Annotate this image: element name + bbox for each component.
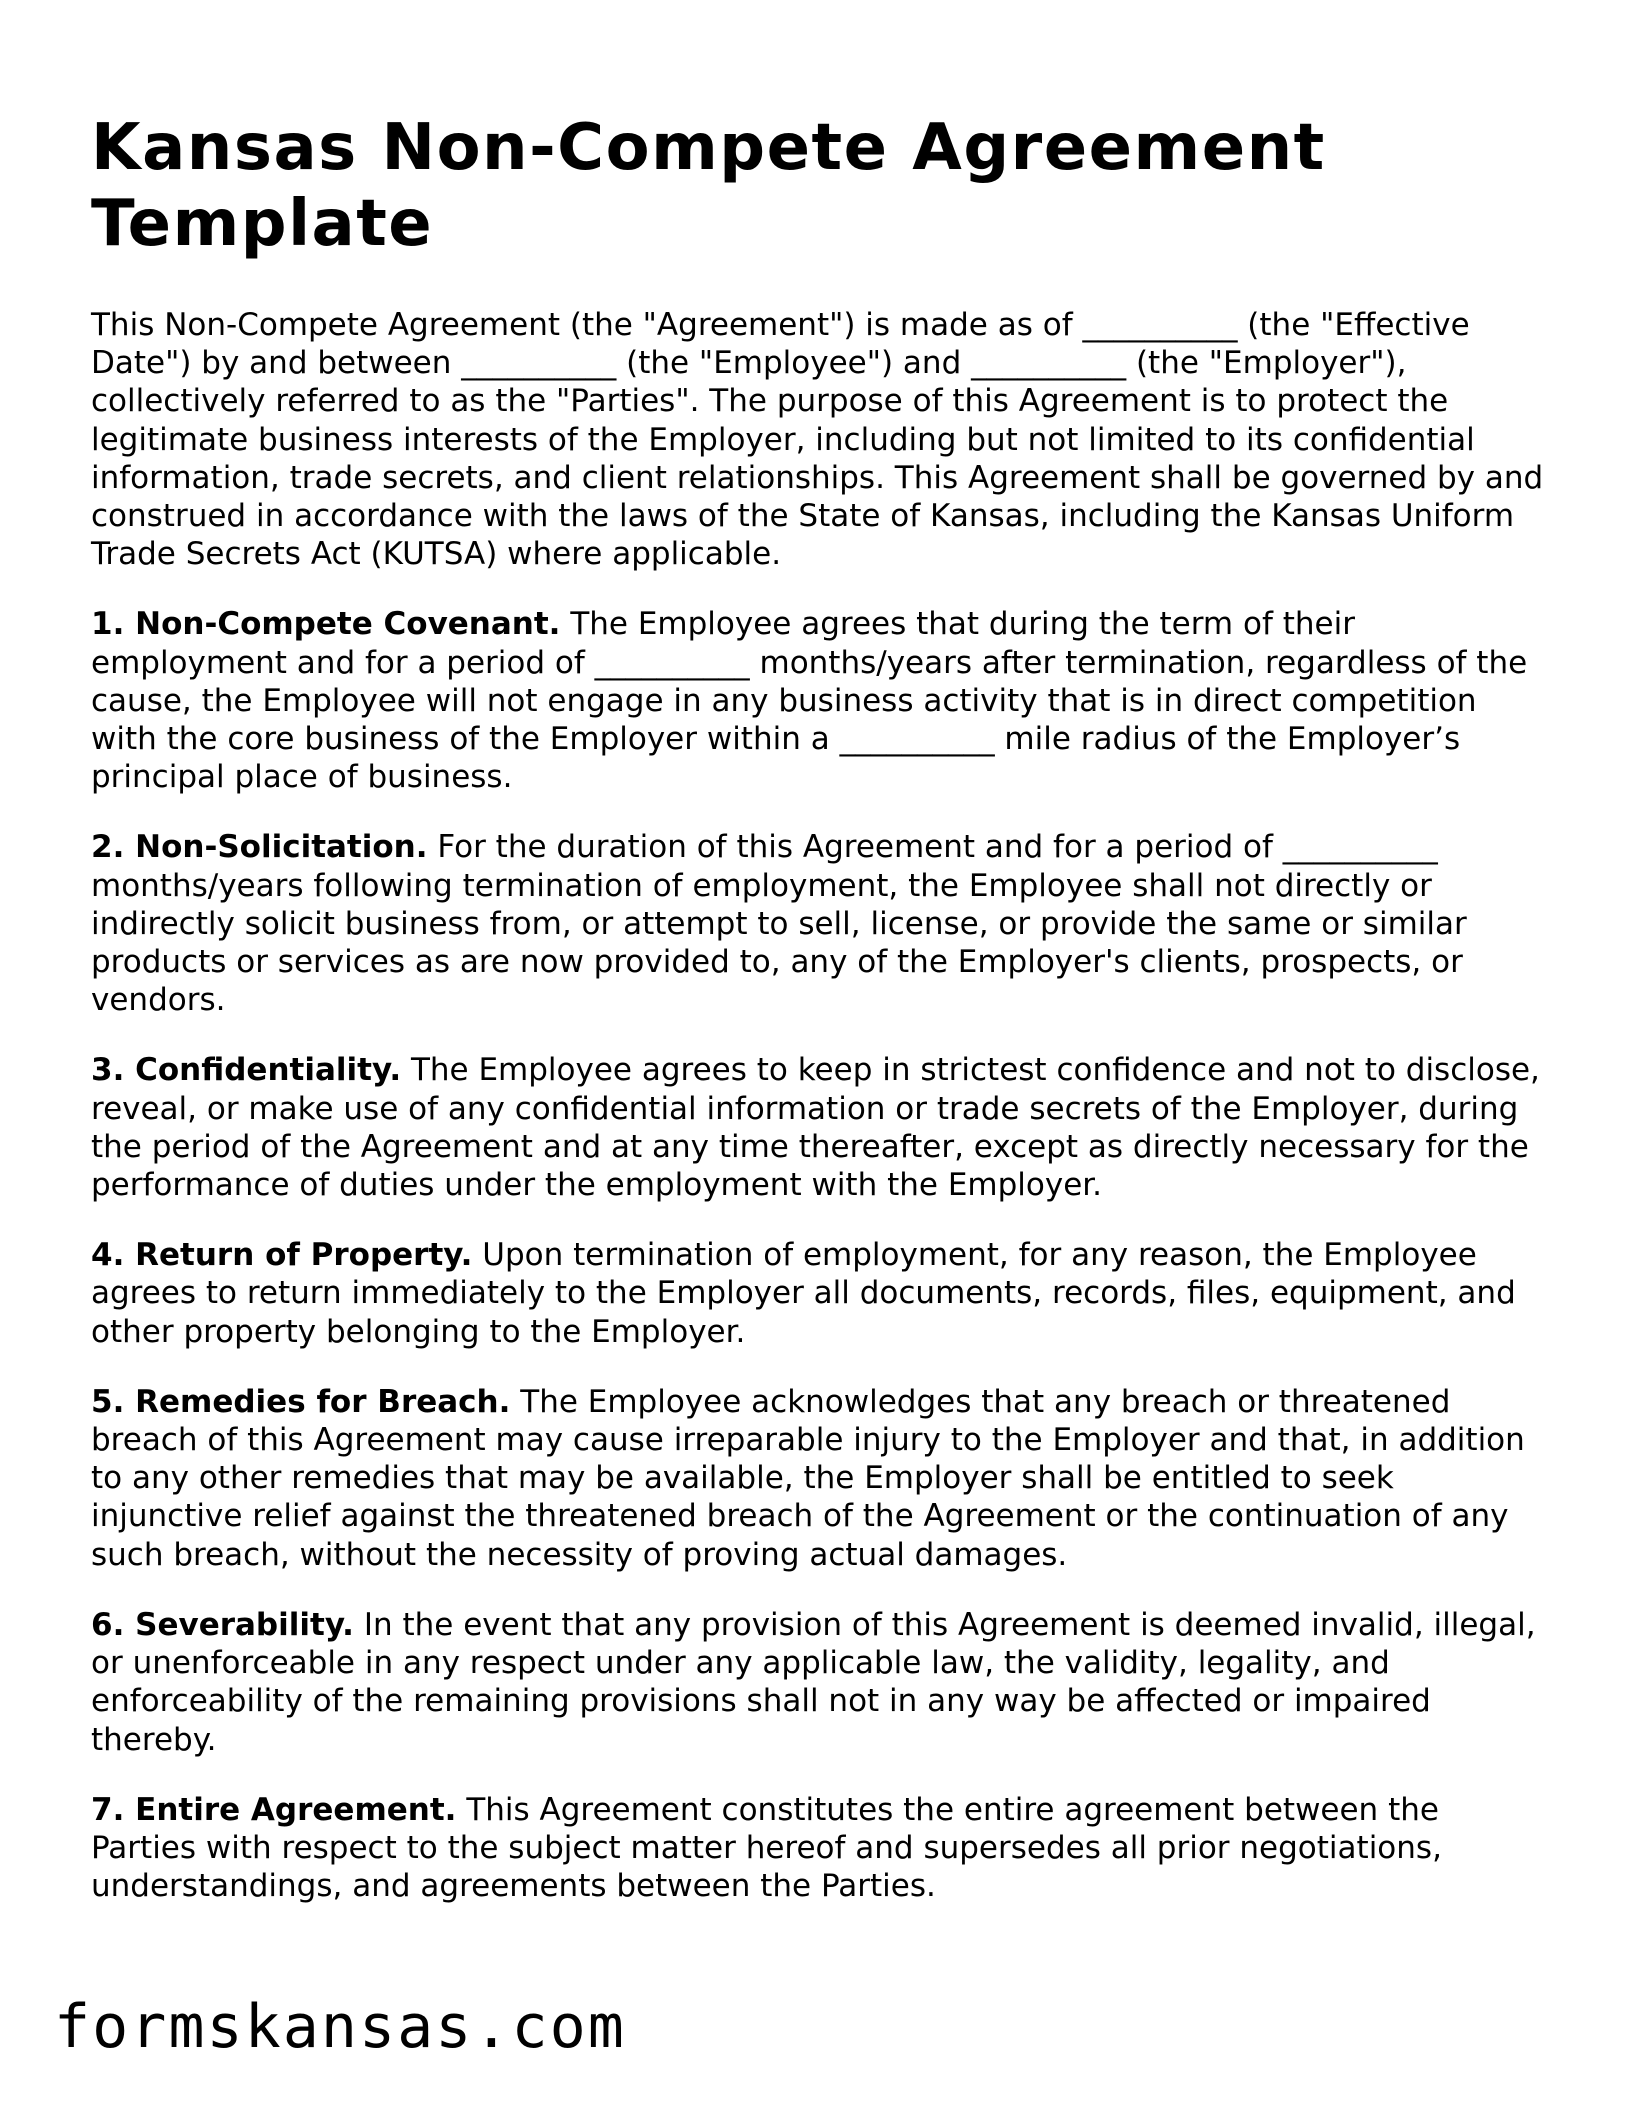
section-text: This Agreement constitutes the entire agreement between the Parties with respect to the subject matter hereof and supersedes all prior negotiations, understandings, and agreements between the Parties. bbox=[91, 1791, 1442, 1905]
site-watermark: formskansas.com bbox=[54, 1992, 626, 2062]
section-text: The Employee agrees that during the term of their employment and for a period of __________ months/years after termination, regardless of the cause, the Employee will not engage in any business activity that is in direct competition with the core business of the Employer within a __________ mile radius of the Employer’s principal place of business. bbox=[91, 606, 1528, 796]
intro-paragraph: This Non-Compete Agreement (the "Agreement") is made as of __________ (the "Effective Date") by and between __________ (the "Employee") and __________ (the "Employer"), collectively referred to as the "Parties". The purpose of this Agreement is to protect the legitimate business interests of the Employer, including but not limited to its confidential information, trade secrets, and client relationships. This Agreement shall be governed by and construed in accordance with the laws of the State of Kansas, including the Kansas Uniform Trade Secrets Act (KUTSA) where applicable. bbox=[91, 307, 1544, 573]
section-heading: 3. Confidentiality. bbox=[91, 1052, 402, 1089]
section-text: For the duration of this Agreement and for a period of __________ months/years following termination of employment, the Employee shall not directly or indirectly solicit business from, or attempt to sell, license, or provide the same or similar products or services as are now provided to, any of the Employer's clients, prospects, or vendors. bbox=[91, 829, 1467, 1019]
document-title: Kansas Non-Compete Agreement Template bbox=[91, 111, 1326, 261]
section-text: The Employee agrees to keep in strictest confidence and not to disclose, reveal, or make use of any confidential information or trade secrets of the Employer, during the period of the Agreement and at any time thereafter, except as directly necessary for the performance of duties under the employment with the Employer. bbox=[91, 1052, 1540, 1204]
section-heading: 4. Return of Property. bbox=[91, 1237, 473, 1274]
section-heading: 6. Severability. bbox=[91, 1606, 354, 1643]
section-return-of-property bbox=[91, 1236, 1551, 1351]
section-heading: 5. Remedies for Breach. bbox=[91, 1383, 511, 1420]
document-page bbox=[91, 110, 1551, 1937]
section-text: In the event that any provision of this Agreement is deemed invalid, illegal, or unenforceable in any respect under any applicable law, the validity, legality, and enforceability of the remaining provisions shall not in any way be affected or impaired thereby. bbox=[91, 1606, 1536, 1758]
section-text: Upon termination of employment, for any reason, the Employee agrees to return immediately to the Employer all documents, records, files, equipment, and other property belonging to the Employer. bbox=[91, 1237, 1516, 1350]
section-heading: 1. Non-Compete Covenant. bbox=[91, 606, 561, 643]
section-heading: 2. Non-Solicitation. bbox=[91, 829, 428, 866]
section-entire-agreement bbox=[91, 1791, 1551, 1906]
section-non-compete bbox=[91, 605, 1551, 796]
section-confidentiality bbox=[91, 1051, 1551, 1204]
section-remedies-for-breach bbox=[91, 1383, 1551, 1574]
section-text: The Employee acknowledges that any breach or threatened breach of this Agreement may cause irreparable injury to the Employer and that, in addition to any other remedies that may be available, the Employer shall be entitled to seek injunctive relief against the threatened breach of the Agreement or the continuation of any such breach, without the necessity of proving actual damages. bbox=[91, 1383, 1525, 1573]
section-non-solicitation bbox=[91, 828, 1551, 1019]
section-heading: 7. Entire Agreement. bbox=[91, 1791, 457, 1828]
section-severability bbox=[91, 1606, 1551, 1759]
